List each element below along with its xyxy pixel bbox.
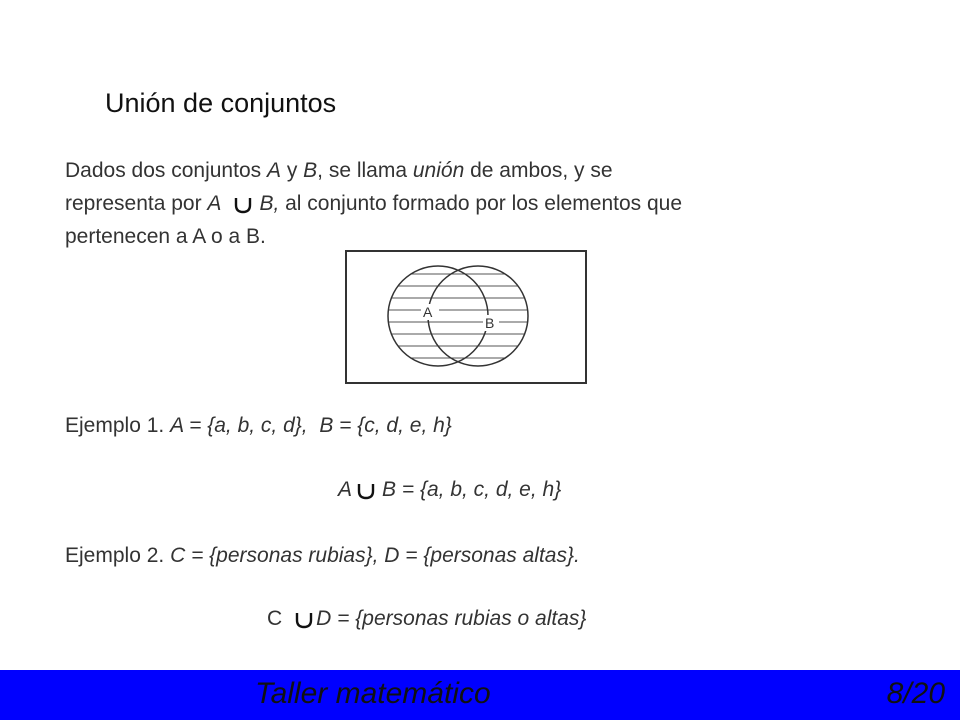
example-2-result [267,607,586,631]
example-label: Ejemplo 2. [65,544,171,567]
definition-text: , se llama [317,159,413,182]
set-b-symbol: B, [259,192,280,215]
definition-line-2 [65,187,682,220]
definition-text: y [280,159,304,182]
definition-text: representa por [65,192,208,215]
union-symbol-icon [356,481,376,499]
venn-label-b: B [485,315,495,331]
set-a-symbol: A [207,192,222,215]
footer-title: Taller matemático [255,677,491,710]
example-label: Ejemplo 1. [65,414,171,437]
venn-label-a: A [423,304,433,320]
definition-line-1 [65,154,613,187]
page-number: 8/20 [886,677,945,710]
definition-text: Dados dos conjuntos [65,159,267,182]
example-sets: C = {personas rubias}, D = {personas altas}. [170,544,580,567]
example-1 [65,414,452,438]
set-a-symbol: A [266,159,281,182]
definition-text: de ambos, y se [464,159,613,182]
example-1-result [338,478,561,502]
result-left: A [338,478,353,501]
venn-diagram [345,250,589,386]
universe-rectangle [346,251,586,383]
result-left: C [267,607,283,630]
definition-line-3: pertenecen a A o a B. [65,225,266,248]
set-b-symbol: B [303,159,318,182]
footer-bar [0,670,960,720]
union-symbol-icon [294,610,314,628]
example-set-a: A = {a, b, c, d}, [170,414,308,437]
result-right: D = {personas rubias o altas} [316,607,587,630]
result-right: B = {a, b, c, d, e, h} [382,478,562,501]
union-term: unión [412,159,465,182]
example-set-b: B = {c, d, e, h} [319,414,452,437]
union-symbol-icon [233,195,253,213]
example-2 [65,544,580,568]
slide-title: Unión de conjuntos [105,88,337,118]
definition-text: al conjunto formado por los elementos que [279,192,683,215]
